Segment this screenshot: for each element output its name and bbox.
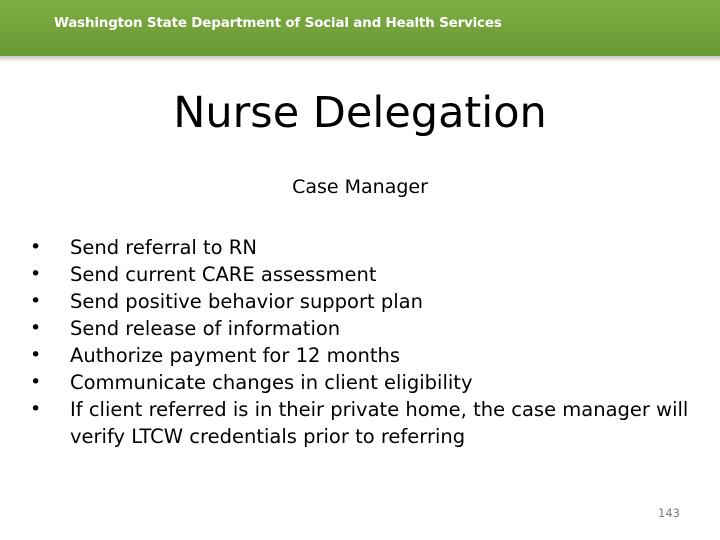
bullet-icon: • [30,236,42,258]
bullet-text: Send release of information [70,317,341,340]
bullet-text: If client referred is in their private home, the case manager will verify LTCW credentials prior to referring [70,398,689,448]
header-shadow [0,56,720,62]
bullet-text: Send current CARE assessment [70,263,377,286]
header-banner [0,0,720,56]
bullet-text: Send positive behavior support plan [70,290,423,313]
bullet-item [30,342,690,369]
bullet-icon: • [30,290,42,312]
bullet-text: Communicate changes in client eligibility [70,371,473,394]
slide-title: Nurse Delegation [173,88,547,138]
bullet-text: Authorize payment for 12 months [70,344,401,367]
organization-name: Washington State Department of Social and Health Services [54,15,502,31]
bullet-text: Send referral to RN [70,236,257,259]
bullet-icon: • [30,398,42,420]
bullet-item [30,261,690,288]
bullet-icon: • [30,263,42,285]
bullet-item [30,369,690,396]
bullet-item [30,315,690,342]
bullet-icon: • [30,317,42,339]
bullet-icon: • [30,344,42,366]
bullet-item [30,396,690,450]
page-number: 143 [658,506,680,520]
bullet-item [30,288,690,315]
bullet-icon: • [30,371,42,393]
bullet-list [30,234,690,450]
slide-subtitle: Case Manager [292,176,428,198]
bullet-item [30,234,690,261]
